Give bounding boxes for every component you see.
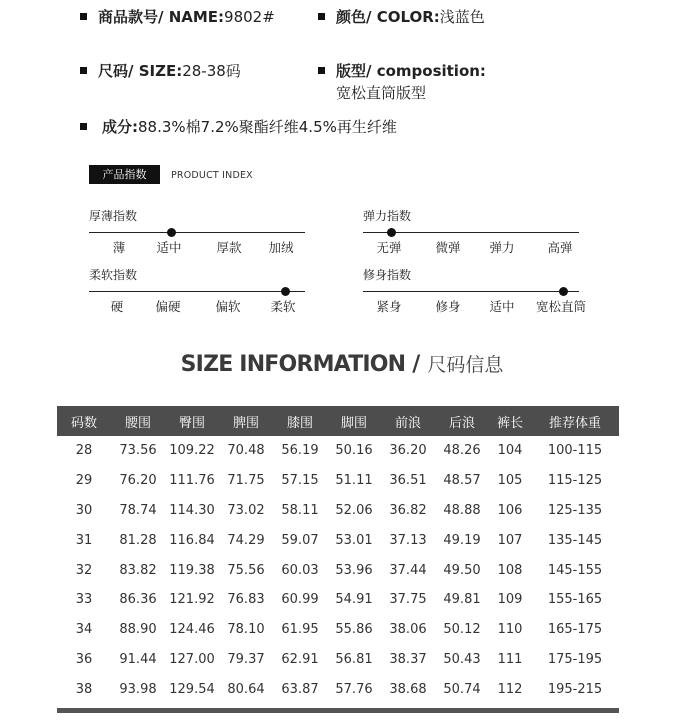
table-cell: 76.20 <box>119 473 157 489</box>
scale-option: 偏软 <box>215 299 241 314</box>
table-cell: 111.76 <box>169 473 215 489</box>
size-table-header-cell: 脾围 <box>232 415 259 431</box>
bullet-square <box>318 67 325 74</box>
table-cell: 49.19 <box>443 532 481 548</box>
table-row <box>57 555 619 585</box>
table-cell: 129.54 <box>169 681 215 697</box>
scale-option: 无弹 <box>376 240 402 255</box>
table-cell: 60.03 <box>281 562 319 578</box>
table-cell: 53.01 <box>335 532 373 548</box>
scale-option: 宽松直筒 <box>535 299 587 314</box>
scale-option: 偏硬 <box>155 299 181 314</box>
size-info-title-en: SIZE INFORMATION <box>180 352 406 377</box>
table-cell: 48.57 <box>443 473 481 489</box>
table-cell: 37.44 <box>389 562 427 578</box>
table-cell: 195-215 <box>547 681 603 697</box>
bullet-square <box>80 13 87 20</box>
table-cell: 110 <box>497 622 523 638</box>
table-cell: 50.43 <box>443 651 481 667</box>
scale-title-fit: 修身指数 <box>363 268 412 282</box>
scale-option: 适中 <box>156 240 182 255</box>
table-cell: 81.28 <box>119 532 157 548</box>
table-row <box>57 674 619 704</box>
scale-option: 硬 <box>110 299 124 314</box>
table-cell: 114.30 <box>169 502 215 518</box>
scale-option: 厚款 <box>216 240 242 255</box>
table-cell: 107 <box>497 532 523 548</box>
table-cell: 76.83 <box>227 592 265 608</box>
table-cell: 105 <box>497 473 523 489</box>
scale-indicator-dot <box>167 228 176 237</box>
size-table-header-cell: 腰围 <box>124 415 151 431</box>
table-cell: 78.74 <box>119 502 157 518</box>
table-cell: 57.15 <box>281 473 319 489</box>
table-cell: 121.92 <box>169 592 215 608</box>
table-cell: 32 <box>75 562 93 578</box>
table-cell: 33 <box>75 592 93 608</box>
scale-title-elasticity: 弹力指数 <box>363 209 412 223</box>
table-cell: 74.29 <box>227 532 265 548</box>
size-info-title-cn: 尺码信息 <box>427 354 504 376</box>
table-cell: 50.12 <box>443 622 481 638</box>
table-row <box>57 615 619 645</box>
scale-option: 柔软 <box>270 299 296 314</box>
info-composition-value: 88.3%棉7.2%聚酯纤维4.5%再生纤维 <box>138 118 397 136</box>
table-cell: 38.37 <box>389 651 427 667</box>
table-cell: 78.10 <box>227 622 265 638</box>
table-cell: 135-145 <box>547 532 603 548</box>
table-cell: 50.16 <box>335 443 373 459</box>
scale-option: 加绒 <box>268 240 294 255</box>
scale-line <box>89 291 305 292</box>
info-fit-label: 版型/ composition: <box>336 62 486 80</box>
table-row <box>57 585 619 615</box>
table-cell: 104 <box>497 443 523 459</box>
table-cell: 36.51 <box>389 473 427 489</box>
table-cell: 115-125 <box>547 473 603 489</box>
table-row <box>57 436 619 466</box>
table-cell: 30 <box>75 502 93 518</box>
table-cell: 70.48 <box>227 443 265 459</box>
table-cell: 34 <box>75 622 93 638</box>
size-info-title <box>0 350 684 380</box>
table-cell: 73.56 <box>119 443 157 459</box>
table-cell: 119.38 <box>169 562 215 578</box>
table-cell: 38.06 <box>389 622 427 638</box>
scale-option: 高弹 <box>547 240 573 255</box>
table-cell: 29 <box>75 473 93 489</box>
table-cell: 49.81 <box>443 592 481 608</box>
table-cell: 48.88 <box>443 502 481 518</box>
table-cell: 108 <box>497 562 523 578</box>
table-cell: 58.11 <box>281 502 319 518</box>
table-cell: 83.82 <box>119 562 157 578</box>
scale-option: 修身 <box>435 299 461 314</box>
table-cell: 59.07 <box>281 532 319 548</box>
size-table <box>57 406 619 713</box>
scale-line <box>363 291 579 292</box>
table-cell: 36 <box>75 651 93 667</box>
table-cell: 50.74 <box>443 681 481 697</box>
scale-option: 紧身 <box>376 299 402 314</box>
info-name-value: 9802# <box>224 8 275 26</box>
scale-option: 弹力 <box>489 240 515 255</box>
size-table-header <box>57 406 619 436</box>
info-fit-value: 宽松直筒版型 <box>336 84 427 102</box>
scale-title-thickness: 厚薄指数 <box>89 209 138 223</box>
scale-title-softness: 柔软指数 <box>89 268 138 282</box>
table-cell: 73.02 <box>227 502 265 518</box>
size-table-header-cell: 裤长 <box>496 415 523 431</box>
table-cell: 48.26 <box>443 443 481 459</box>
table-cell: 49.50 <box>443 562 481 578</box>
table-cell: 93.98 <box>119 681 157 697</box>
table-cell: 106 <box>497 502 523 518</box>
size-table-header-cell: 臀围 <box>178 415 205 431</box>
table-cell: 124.46 <box>169 622 215 638</box>
size-table-bottom-border <box>57 708 619 713</box>
size-table-body <box>57 436 619 704</box>
info-size-label: 尺码/ SIZE: <box>98 62 183 80</box>
info-name-label: 商品款号/ NAME: <box>98 8 225 26</box>
table-cell: 100-115 <box>547 443 603 459</box>
table-cell: 75.56 <box>227 562 265 578</box>
scale-line <box>89 232 305 233</box>
table-cell: 109.22 <box>169 443 215 459</box>
scale-indicator-dot <box>387 228 396 237</box>
table-cell: 37.75 <box>389 592 427 608</box>
scale-option: 薄 <box>112 240 126 255</box>
table-cell: 63.87 <box>281 681 319 697</box>
bullet-square <box>80 67 87 74</box>
table-cell: 56.81 <box>335 651 373 667</box>
table-cell: 36.20 <box>389 443 427 459</box>
table-cell: 145-155 <box>547 562 603 578</box>
table-cell: 38 <box>75 681 93 697</box>
table-cell: 28 <box>75 443 93 459</box>
table-cell: 86.36 <box>119 592 157 608</box>
size-table-header-cell: 脚围 <box>340 415 367 431</box>
scale-option: 适中 <box>489 299 515 314</box>
table-row <box>57 496 619 526</box>
table-cell: 38.68 <box>389 681 427 697</box>
table-cell: 80.64 <box>227 681 265 697</box>
table-cell: 54.91 <box>335 592 373 608</box>
scale-indicator-dot <box>559 287 568 296</box>
table-cell: 51.11 <box>335 473 373 489</box>
table-cell: 62.91 <box>281 651 319 667</box>
size-table-header-cell: 码数 <box>70 415 97 431</box>
table-cell: 112 <box>497 681 523 697</box>
table-cell: 37.13 <box>389 532 427 548</box>
table-cell: 91.44 <box>119 651 157 667</box>
table-cell: 52.06 <box>335 502 373 518</box>
bullet-square <box>80 123 87 130</box>
table-cell: 175-195 <box>547 651 603 667</box>
info-size-value: 28-38码 <box>182 62 241 80</box>
table-cell: 71.75 <box>227 473 265 489</box>
table-cell: 56.19 <box>281 443 319 459</box>
info-color-label: 颜色/ COLOR: <box>336 8 440 26</box>
table-cell: 36.82 <box>389 502 427 518</box>
table-row <box>57 645 619 675</box>
table-cell: 155-165 <box>547 592 603 608</box>
table-cell: 57.76 <box>335 681 373 697</box>
scale-indicator-dot <box>281 287 290 296</box>
size-table-header-cell: 推荐体重 <box>548 415 601 431</box>
table-cell: 61.95 <box>281 622 319 638</box>
size-table-header-cell: 膝围 <box>286 415 313 431</box>
info-color-value: 浅蓝色 <box>439 8 485 26</box>
scale-option: 微弹 <box>435 240 461 255</box>
table-cell: 109 <box>497 592 523 608</box>
product-index-badge: 产品指数 <box>89 165 160 184</box>
table-row <box>57 466 619 496</box>
size-table-header-cell: 前浪 <box>394 415 421 431</box>
table-cell: 116.84 <box>169 532 215 548</box>
table-cell: 125-135 <box>547 502 603 518</box>
info-composition-label: 成分: <box>102 118 138 136</box>
table-cell: 53.96 <box>335 562 373 578</box>
table-cell: 60.99 <box>281 592 319 608</box>
table-row <box>57 525 619 555</box>
table-cell: 111 <box>497 651 523 667</box>
table-cell: 88.90 <box>119 622 157 638</box>
table-cell: 127.00 <box>169 651 215 667</box>
size-info-title-separator: / <box>412 352 421 377</box>
table-cell: 55.86 <box>335 622 373 638</box>
size-table-header-cell: 后浪 <box>448 415 475 431</box>
table-cell: 31 <box>75 532 93 548</box>
bullet-square <box>318 13 325 20</box>
table-cell: 79.37 <box>227 651 265 667</box>
product-index-label: PRODUCT INDEX <box>171 170 253 181</box>
table-cell: 165-175 <box>547 622 603 638</box>
